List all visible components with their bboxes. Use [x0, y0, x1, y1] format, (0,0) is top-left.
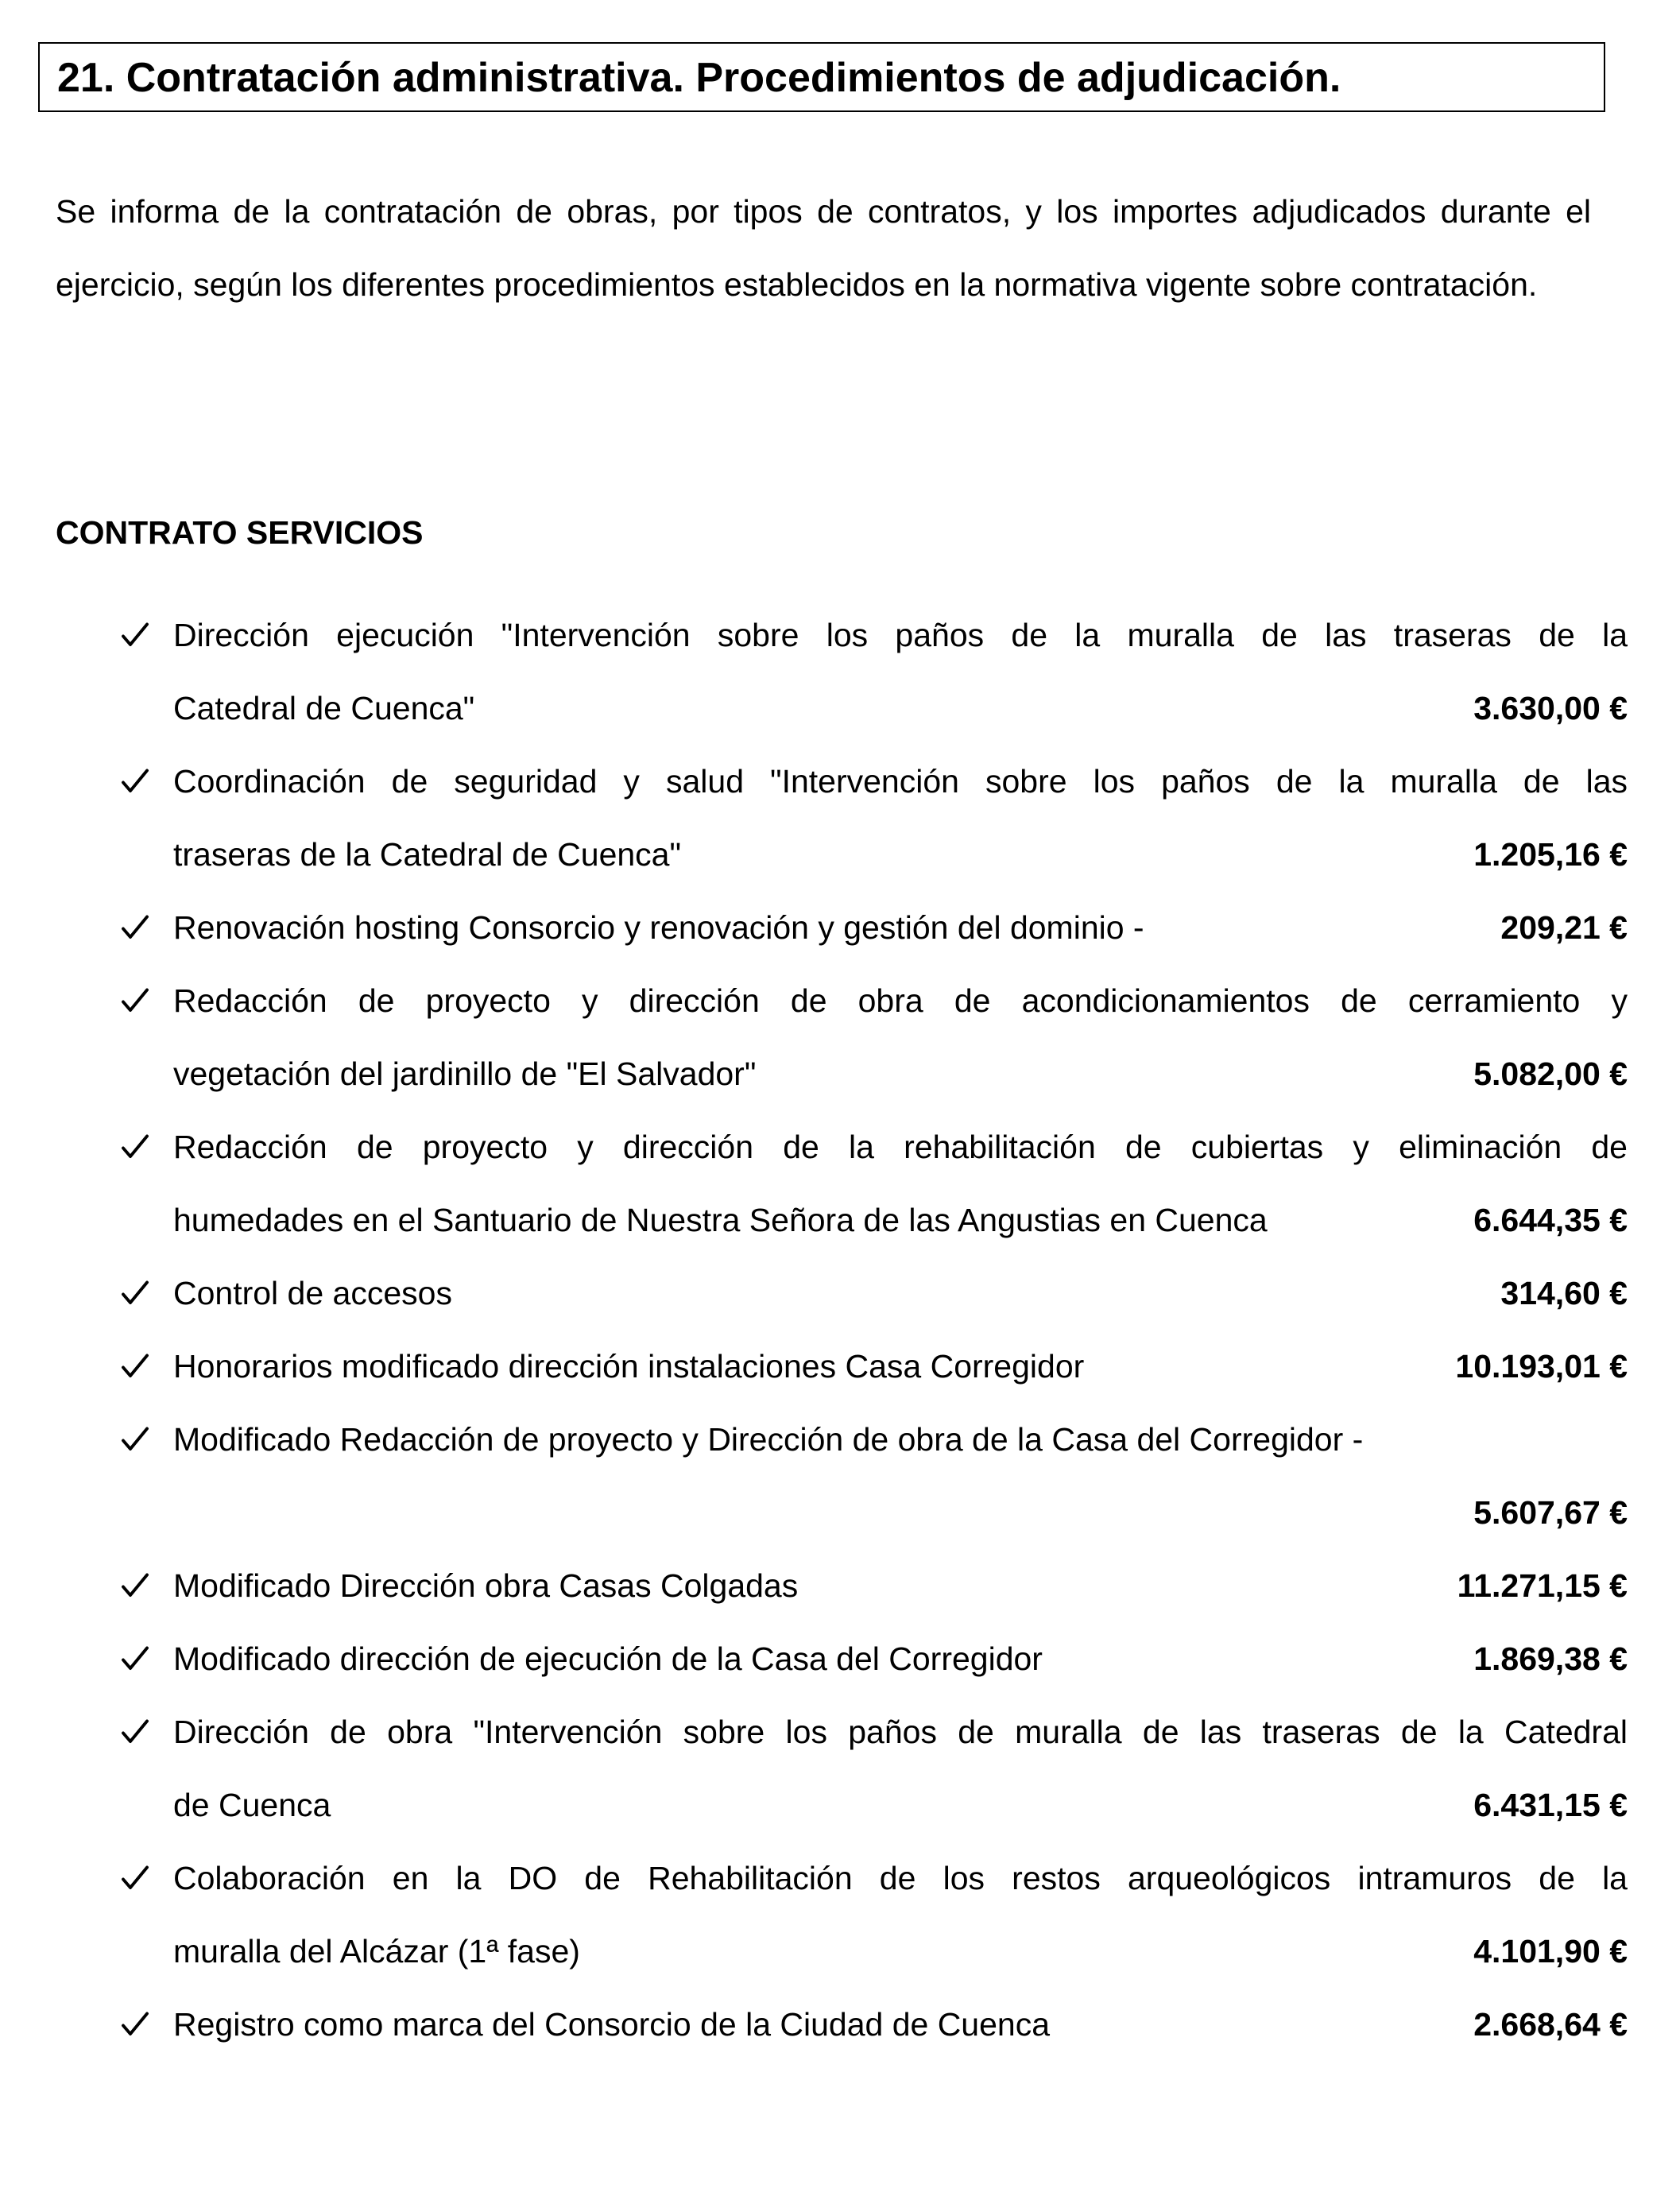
item-amount: 5.082,00 € — [1473, 1055, 1628, 1092]
page-title-box — [38, 42, 1605, 112]
check-icon — [118, 1988, 153, 2061]
item-description: Dirección ejecución "Intervención sobre los paños de la muralla de las traseras de la — [173, 617, 1628, 653]
check-icon — [118, 1622, 153, 1695]
list-item — [0, 1549, 1628, 1622]
item-description: Modificado dirección de ejecución de la Casa del Corregidor — [173, 1640, 1043, 1677]
list-item — [0, 1110, 1628, 1257]
item-description: Dirección de obra "Intervención sobre los paños de muralla de las traseras de la Catedral — [173, 1714, 1628, 1750]
item-amount: 2.668,64 € — [1473, 2006, 1628, 2043]
contract-list — [0, 598, 1680, 2061]
item-description-cont: de Cuenca — [173, 1787, 331, 1823]
check-icon — [118, 1549, 153, 1622]
item-amount: 209,21 € — [1500, 909, 1628, 946]
list-item — [0, 598, 1628, 745]
check-icon — [118, 891, 153, 964]
item-amount: 4.101,90 € — [1473, 1933, 1628, 1970]
item-amount: 3.630,00 € — [1473, 690, 1628, 726]
list-item — [0, 964, 1628, 1110]
item-description: Redacción de proyecto y dirección de obra de acondicionamientos de cerramiento y — [173, 982, 1628, 1019]
list-item — [0, 1403, 1628, 1549]
item-description-cont: traseras de la Catedral de Cuenca" — [173, 836, 682, 873]
item-amount: 11.271,15 € — [1457, 1567, 1628, 1604]
check-icon — [118, 1110, 153, 1183]
check-icon — [118, 598, 153, 672]
item-amount: 6.431,15 € — [1473, 1787, 1628, 1823]
list-item — [0, 1695, 1628, 1842]
item-description: Registro como marca del Consorcio de la Ciudad de Cuenca — [173, 2006, 1051, 2043]
item-description: Control de accesos — [173, 1275, 452, 1311]
item-description-cont: humedades en el Santuario de Nuestra Señora de las Angustias en Cuenca — [173, 1202, 1268, 1238]
item-description: Redacción de proyecto y dirección de la rehabilitación de cubiertas y eliminación de — [173, 1129, 1628, 1165]
check-icon — [118, 1842, 153, 1915]
list-item — [0, 745, 1628, 891]
intro-paragraph: Se informa de la contratación de obras, por tipos de contratos, y los importes adjudicados durante el ejercicio, según los diferentes procedimientos establecidos en la normativa vigente sobre contratación. — [56, 193, 1591, 303]
item-amount: 6.644,35 € — [1473, 1202, 1628, 1238]
section-heading: CONTRATO SERVICIOS — [56, 514, 424, 551]
item-amount: 1.869,38 € — [1473, 1640, 1628, 1677]
item-description: Modificado Redacción de proyecto y Dirección de obra de la Casa del Corregidor - — [173, 1421, 1364, 1458]
page-title: 21. Contratación administrativa. Procedimientos de adjudicación. — [57, 55, 1341, 101]
check-icon — [118, 964, 153, 1037]
list-item — [0, 1842, 1628, 1988]
check-icon — [118, 1403, 153, 1476]
check-icon — [118, 745, 153, 818]
check-icon — [118, 1695, 153, 1768]
item-description: Honorarios modificado dirección instalaciones Casa Corregidor — [173, 1348, 1085, 1385]
item-amount: 5.607,67 € — [1473, 1494, 1628, 1531]
item-description-cont: muralla del Alcázar (1ª fase) — [173, 1933, 580, 1970]
item-description-cont: Catedral de Cuenca" — [173, 690, 475, 726]
check-icon — [118, 1330, 153, 1403]
list-item — [0, 1257, 1628, 1330]
item-description: Modificado Dirección obra Casas Colgadas — [173, 1567, 799, 1604]
item-description: Coordinación de seguridad y salud "Intervención sobre los paños de la muralla de las — [173, 763, 1628, 800]
item-amount: 1.205,16 € — [1473, 836, 1628, 873]
item-amount: 10.193,01 € — [1455, 1348, 1628, 1385]
item-description: Renovación hosting Consorcio y renovación y gestión del dominio - — [173, 909, 1144, 946]
list-item — [0, 1988, 1628, 2061]
item-amount: 314,60 € — [1500, 1275, 1628, 1311]
list-item — [0, 1622, 1628, 1695]
check-icon — [118, 1257, 153, 1330]
item-description-cont: vegetación del jardinillo de "El Salvador" — [173, 1055, 757, 1092]
list-item — [0, 1330, 1628, 1403]
list-item — [0, 891, 1628, 964]
item-description: Colaboración en la DO de Rehabilitación de los restos arqueológicos intramuros de la — [173, 1860, 1628, 1896]
